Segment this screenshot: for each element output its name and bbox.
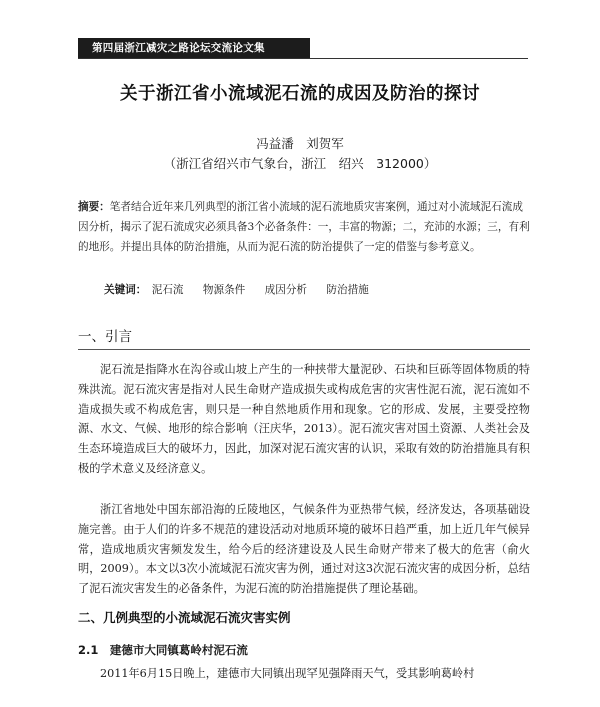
intro-paragraph-2: 浙江省地处中国东部沿海的丘陵地区，气候条件为亚热带气候，经济发达，各项基础设施完善。由于人们的许多不规范的建设活动对地质环境的破坏日趋严重，加上近几年气候异常，造成地质灾害频发发生，给今后的经济建设及人民生命财产带来了极大的危害（俞火明，2009）。本文以3次小流域泥石流灾害为例，通过对这3次泥石流灾害的成因分析，总结了泥石流灾害发生的必备条件，为泥石流的防治措施提供了理论基础。 [78,503,530,596]
keywords-label: 关键词： [104,284,147,296]
abstract [78,197,530,257]
section-heading-text: 二、几例典型的小流域泥石流灾害实例 [78,610,291,625]
author-affiliation: （浙江省绍兴市气象台，浙江 绍兴 312000） [163,156,437,171]
keywords [104,281,534,299]
header-divider [78,58,528,59]
journal-series-banner: 第四届浙江减灾之路论坛交流论文集 [78,38,310,58]
case-1-paragraph: 2011年6月15日晚上，建德市大同镇出现罕见强降雨天气，受其影响葛岭村 [100,667,475,680]
keyword: 成因分析 [264,284,308,296]
subsection-heading-case-1: 2.1 建德市大同镇葛岭村泥石流 [78,643,248,657]
section-heading-text: 一、引言 [78,325,530,350]
intro-paragraph-1: 泥石流是指降水在沟谷或山坡上产生的一种挟带大量泥砂、石块和巨砾等固体物质的特殊洪流。泥石流灾害是指对人民生命财产造成损失或构成危害的灾害性泥石流，泥石流如不造成损失或不构成危害，则只是一种自然地质作用和现象。它的形成、发展，主要受控物源、水文、气候、地形的综合影响（汪庆华，2013）。泥石流灾害对国土资源、人类社会及生态环境造成巨大的破坏力，因此，加深对泥石流灾害的认识，采取有效的防治措施具有积极的学术意义及经济意义。 [78,363,530,475]
keyword: 防治措施 [326,284,369,296]
keyword: 泥石流 [151,284,184,296]
paper-authors: 冯益潘 刘贺军 [256,136,344,151]
section-heading-introduction [78,325,530,350]
abstract-label: 摘要： [78,201,110,213]
paper-title: 关于浙江省小流域泥石流的成因及防治的探讨 [120,84,480,104]
abstract-text: 笔者结合近年来几列典型的浙江省小流域的泥石流地质灾害案例，通过对小流域泥石流成因分析，揭示了泥石流成灾必须具备3个必备条件：一，丰富的物源；二，充沛的水源；三，有利的地形。并提出具体的防治措施，从而为泥石流的防治提供了一定的借鉴与参考意义。 [78,201,530,253]
keyword: 物源条件 [202,284,246,296]
section-heading-cases [78,608,530,630]
